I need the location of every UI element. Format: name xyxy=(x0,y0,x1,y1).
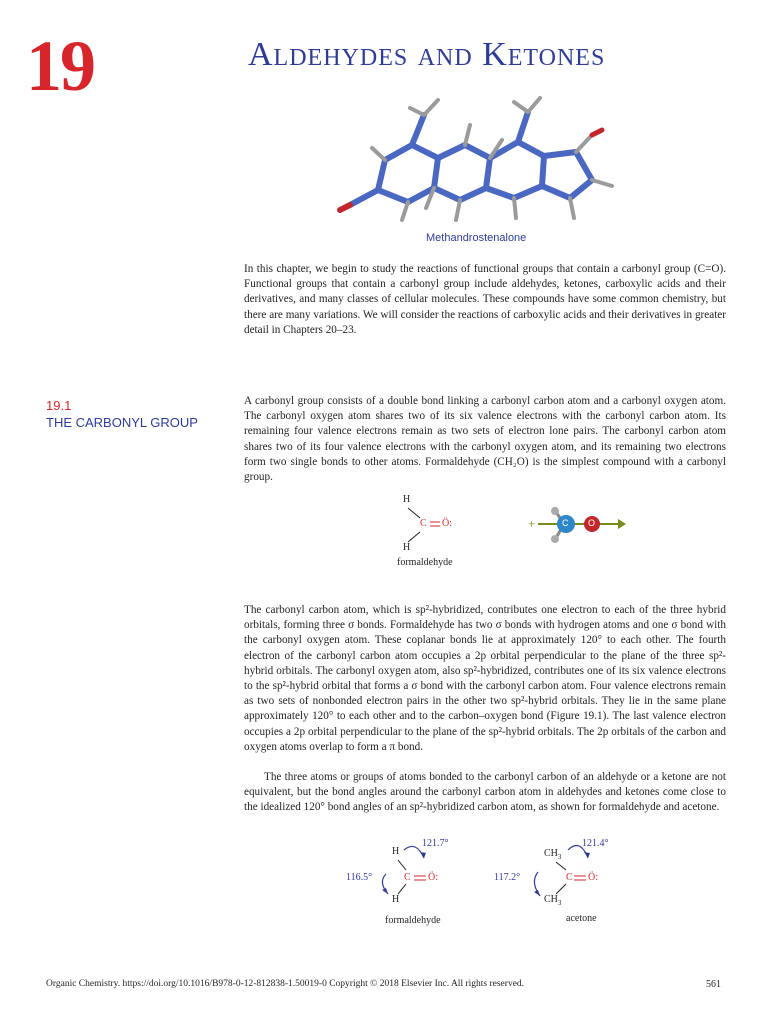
section-paragraph-3: The three atoms or groups of atoms bonded to the carbonyl carbon of an aldehyde or a ketone are not equivalent, but the bond angles around the carbonyl carbon atom in aldehydes and ketones come close to the idealized 120° bond angles of an sp²-hybridized carbon atom, as shown for formaldehyde and acetone. xyxy=(244,771,726,814)
acetone-ch-bottom: CH xyxy=(544,894,558,905)
atom-h-bottom: H xyxy=(403,542,411,553)
acetone-ch3-top xyxy=(544,848,561,861)
model-c-label: C xyxy=(562,518,569,528)
methandrostenalone-model-image xyxy=(330,90,640,230)
atom-c: C xyxy=(420,518,427,529)
section-title: THE CARBONYL GROUP xyxy=(46,415,198,430)
section-paragraph-2: The carbonyl carbon atom, which is sp²-hybridized, contributes one electron to each of the three hybrid orbitals, forming three σ bonds. Formaldehyde has two σ bonds with hydrogen atoms and one σ bond with the carbonyl oxygen atom. These coplanar bonds lie at approximately 120° to each other. The fourth electron of the carbonyl carbon atom occupies a 2p orbital perpendicular to the plane of the three sp²-hybrid orbitals. The carbonyl oxygen atom, also sp²-hybridized, contributes one of its six valence electrons to the sp²-hybrid orbital that forms a σ bond with the carbonyl carbon atom. Four valence electrons remain as two sets of nonbonded electron pairs in the other two sp²-hybrid orbitals. They lie in the same plane approximately 120° to each other and to the carbon–oxygen bond (Figure 19.1). The last valence electron occupies a 2p orbital perpendicular to the plane of the sp²-hybrid orbitals. The 2p orbitals of the carbon and oxygen atoms overlap to form a π bond. xyxy=(244,604,726,753)
formaldehyde-bond-angles xyxy=(340,836,470,916)
atom-h-top: H xyxy=(403,494,411,505)
acetone-sub-bottom: 3 xyxy=(557,899,562,907)
acetone-ch3-bottom xyxy=(544,894,561,907)
dipole-plus-sign: + xyxy=(528,516,536,531)
angle-atom-o: Ö: xyxy=(428,872,438,883)
section-number: 19.1 xyxy=(46,398,72,413)
angle-atom-c: C xyxy=(404,872,411,883)
chapter-title: Aldehydes and Ketones xyxy=(248,36,606,73)
angle-atom-h-bottom: H xyxy=(392,894,400,905)
formaldehyde-angle-label: formaldehyde xyxy=(385,915,441,926)
angle-label-top: 121.7° xyxy=(422,838,449,849)
intro-paragraph: In this chapter, we begin to study the reactions of functional groups that contain a carbonyl group (C=O). Functional groups that contain a carbonyl group include aldehydes, ketones, carboxylic acids and their derivatives, and many classes of cellular molecules. These compounds have some common chemistry, but there are many variations. We will consider the reactions of carboxylic acids and their derivatives in greater detail in Chapters 20–23. xyxy=(244,263,726,336)
angle-atom-h-top: H xyxy=(392,846,400,857)
angle-label-left: 116.5° xyxy=(346,872,373,883)
figure-caption: Methandrostenalone xyxy=(426,232,527,244)
footer-citation: Organic Chemistry. https://doi.org/10.1016/B978-0-12-812838-1.50019-0 Copyright © 2018 Elsevier Inc. All rights reserved. xyxy=(46,979,525,989)
acetone-sub-top: 3 xyxy=(557,853,562,861)
chapter-number: 19 xyxy=(26,26,94,106)
acetone-ch-top: CH xyxy=(544,848,558,859)
acetone-atom-o: Ö: xyxy=(588,872,598,883)
formaldehyde-label: formaldehyde xyxy=(397,557,453,568)
model-o-label: O xyxy=(588,518,596,528)
atom-o: Ö: xyxy=(442,518,452,529)
acetone-angle-top: 121.4° xyxy=(582,838,609,849)
acetone-angle-left: 117.2° xyxy=(494,872,521,883)
acetone-label: acetone xyxy=(566,913,597,924)
section-paragraph-1: A carbonyl group consists of a double bond linking a carbonyl carbon atom and a carbonyl oxygen atom. The carbonyl oxygen atom shares two of its six valence electrons with the carbonyl carbon atom. Its remaining four valence electrons remain as two sets of electron lone pairs. The carbonyl carbon atom shares two of its four valence electrons with the carbonyl oxygen atom, and its remaining two electrons form two single bonds to other atoms. Formaldehyde (CH₂O) is the simplest compound with a carbonyl group. xyxy=(244,395,726,484)
page-number: 561 xyxy=(706,979,721,990)
formaldehyde-dipole-model xyxy=(528,506,628,546)
acetone-bond-angles xyxy=(494,836,634,916)
acetone-atom-c: C xyxy=(566,872,573,883)
